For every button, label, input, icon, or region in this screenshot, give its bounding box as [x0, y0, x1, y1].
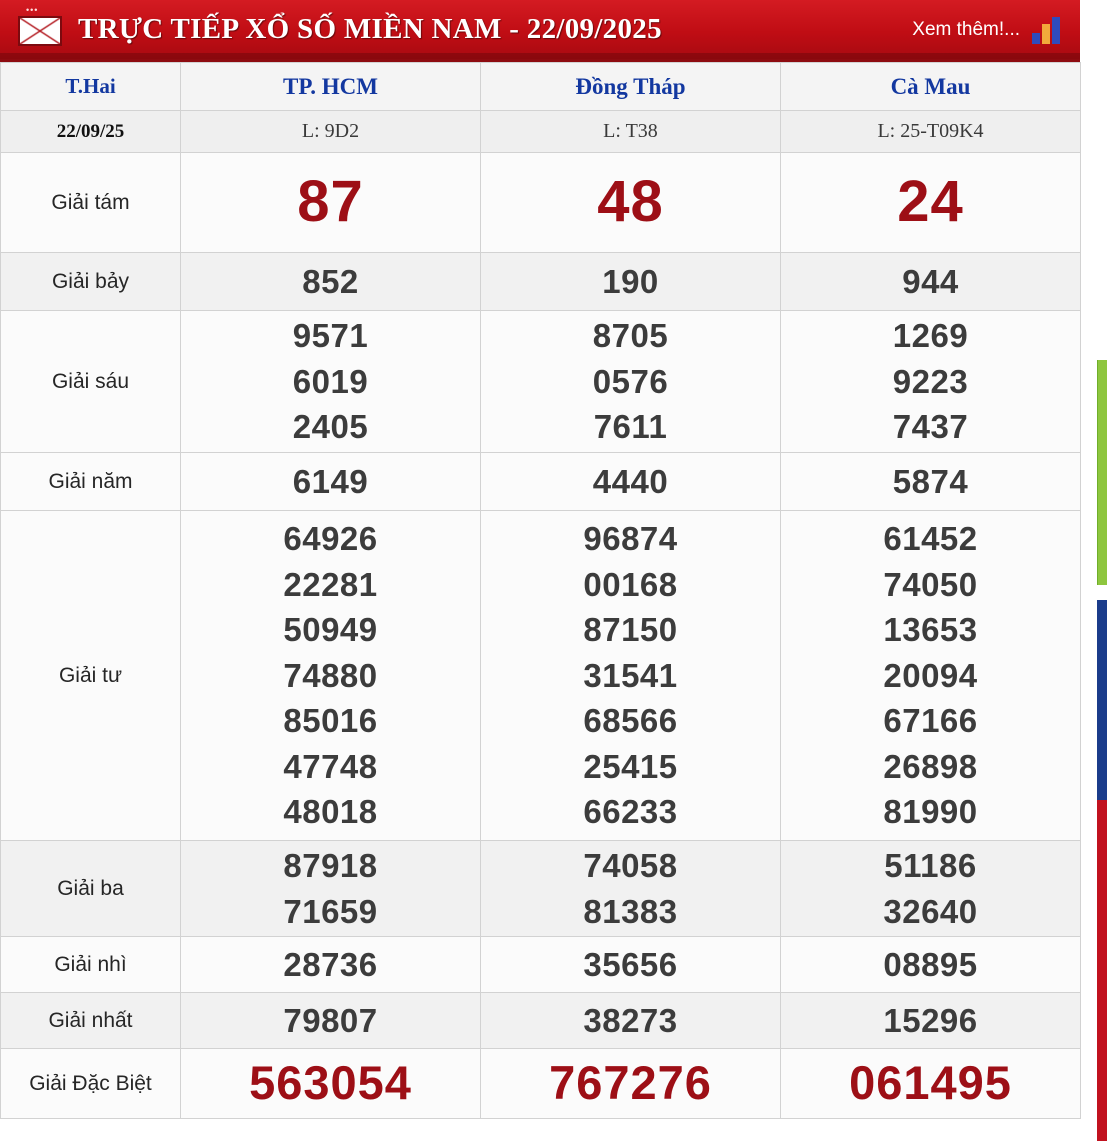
number: 1269: [892, 317, 969, 355]
prize-numbers: [781, 453, 1081, 511]
number: 32640: [883, 892, 978, 930]
number: 190: [602, 262, 659, 300]
prize-numbers: [181, 937, 481, 993]
prize-numbers: [481, 453, 781, 511]
number: 71659: [283, 892, 378, 930]
prize-label: Giải ba: [1, 841, 181, 937]
prize-label: Giải sáu: [1, 311, 181, 453]
number: 7611: [593, 408, 668, 446]
number: 67166: [883, 702, 978, 740]
see-more-link[interactable]: Xem thêm!...: [912, 18, 1020, 40]
table-row: [1, 453, 1081, 511]
number: 64926: [283, 520, 378, 558]
number: 48: [597, 169, 664, 235]
prize-numbers: [181, 311, 481, 453]
table-row: [1, 841, 1081, 937]
prize-label: Giải Đặc Biệt: [1, 1049, 181, 1119]
side-strip-red: [1097, 800, 1107, 1141]
number: 61452: [883, 520, 978, 558]
prize-numbers: [181, 153, 481, 253]
prize-numbers: [781, 311, 1081, 453]
province-header-2: Cà Mau: [781, 63, 1081, 111]
number: 22281: [283, 565, 378, 603]
side-strip-green: [1097, 360, 1107, 585]
prize-numbers: [781, 153, 1081, 253]
number: 81990: [883, 793, 978, 831]
number: 25415: [583, 747, 678, 785]
number: 00168: [583, 565, 678, 603]
prize-numbers: [781, 253, 1081, 311]
number: 81383: [583, 892, 678, 930]
number: 68566: [583, 702, 678, 740]
table-row: [1, 253, 1081, 311]
prize-numbers: [481, 253, 781, 311]
number: 50949: [283, 611, 378, 649]
table-row: [1, 1049, 1081, 1119]
province-header-1: Đồng Tháp: [481, 63, 781, 111]
prize-numbers: [181, 253, 481, 311]
number: 9571: [292, 317, 369, 355]
prize-numbers: [781, 937, 1081, 993]
live-results-banner: [0, 0, 1080, 62]
number: 87918: [283, 847, 378, 884]
table-header-row: [1, 63, 1081, 111]
table-row: [1, 993, 1081, 1049]
side-strip-blue: [1097, 600, 1107, 800]
bar-chart-icon[interactable]: [1032, 16, 1066, 44]
envelope-icon: [14, 4, 64, 47]
number: 6149: [292, 462, 369, 500]
number: 767276: [549, 1056, 712, 1110]
prize-label: Giải nhì: [1, 937, 181, 993]
envelope-sparkles-icon: •••: [26, 4, 39, 15]
number: 563054: [249, 1056, 412, 1110]
ticket-code-1: L: T38: [481, 111, 781, 153]
table-row: [1, 153, 1081, 253]
prize-numbers: [181, 993, 481, 1049]
number: 5874: [892, 462, 969, 500]
weekday-header: T.Hai: [1, 63, 181, 111]
number: 87: [297, 169, 364, 235]
prize-numbers: [781, 1049, 1081, 1119]
number: 8705: [592, 317, 669, 355]
number: 7437: [892, 408, 969, 446]
prize-numbers: [181, 511, 481, 841]
table-row: [1, 311, 1081, 453]
number: 24: [897, 169, 964, 235]
prize-numbers: [481, 153, 781, 253]
prize-numbers: [481, 841, 781, 937]
number: 28736: [283, 945, 378, 983]
prize-numbers: [181, 1049, 481, 1119]
ticket-code-2: L: 25-T09K4: [781, 111, 1081, 153]
number: 87150: [583, 611, 678, 649]
number: 4440: [592, 462, 669, 500]
number: 20094: [883, 656, 978, 694]
number: 852: [302, 262, 359, 300]
number: 51186: [884, 847, 977, 884]
prize-numbers: [481, 311, 781, 453]
number: 79807: [283, 1001, 378, 1039]
prize-label: Giải năm: [1, 453, 181, 511]
table-row: [1, 937, 1081, 993]
number: 74058: [583, 847, 678, 884]
number: 85016: [283, 702, 378, 740]
prize-numbers: [481, 1049, 781, 1119]
prize-label: Giải bảy: [1, 253, 181, 311]
number: 96874: [583, 520, 678, 558]
prize-label: Giải tám: [1, 153, 181, 253]
ticket-code-0: L: 9D2: [181, 111, 481, 153]
number: 6019: [292, 362, 369, 400]
draw-date: 22/09/25: [1, 111, 181, 153]
table-row: [1, 511, 1081, 841]
prize-numbers: [481, 511, 781, 841]
number: 47748: [283, 747, 378, 785]
prize-numbers: [181, 453, 481, 511]
prize-label: Giải nhất: [1, 993, 181, 1049]
lottery-results-table: [0, 62, 1081, 1119]
prize-numbers: [181, 841, 481, 937]
prize-label: Giải tư: [1, 511, 181, 841]
number: 08895: [883, 945, 978, 983]
ticket-code-row: [1, 111, 1081, 153]
number: 74880: [283, 656, 378, 694]
number: 15296: [883, 1001, 978, 1039]
prize-numbers: [781, 511, 1081, 841]
number: 48018: [283, 793, 378, 831]
prize-numbers: [781, 841, 1081, 937]
number: 9223: [892, 362, 969, 400]
number: 26898: [883, 747, 978, 785]
number: 38273: [583, 1001, 678, 1039]
number: 13653: [883, 611, 978, 649]
number: 2405: [292, 408, 369, 446]
prize-numbers: [481, 937, 781, 993]
prize-numbers: [481, 993, 781, 1049]
number: 061495: [849, 1056, 1012, 1110]
number: 74050: [883, 565, 978, 603]
number: 944: [902, 262, 959, 300]
page-title: TRỰC TIẾP XỔ SỐ MIỀN NAM - 22/09/2025: [78, 13, 662, 45]
prize-numbers: [781, 993, 1081, 1049]
province-header-0: TP. HCM: [181, 63, 481, 111]
number: 35656: [583, 945, 678, 983]
number: 66233: [583, 793, 678, 831]
number: 31541: [583, 656, 678, 694]
number: 0576: [592, 362, 669, 400]
